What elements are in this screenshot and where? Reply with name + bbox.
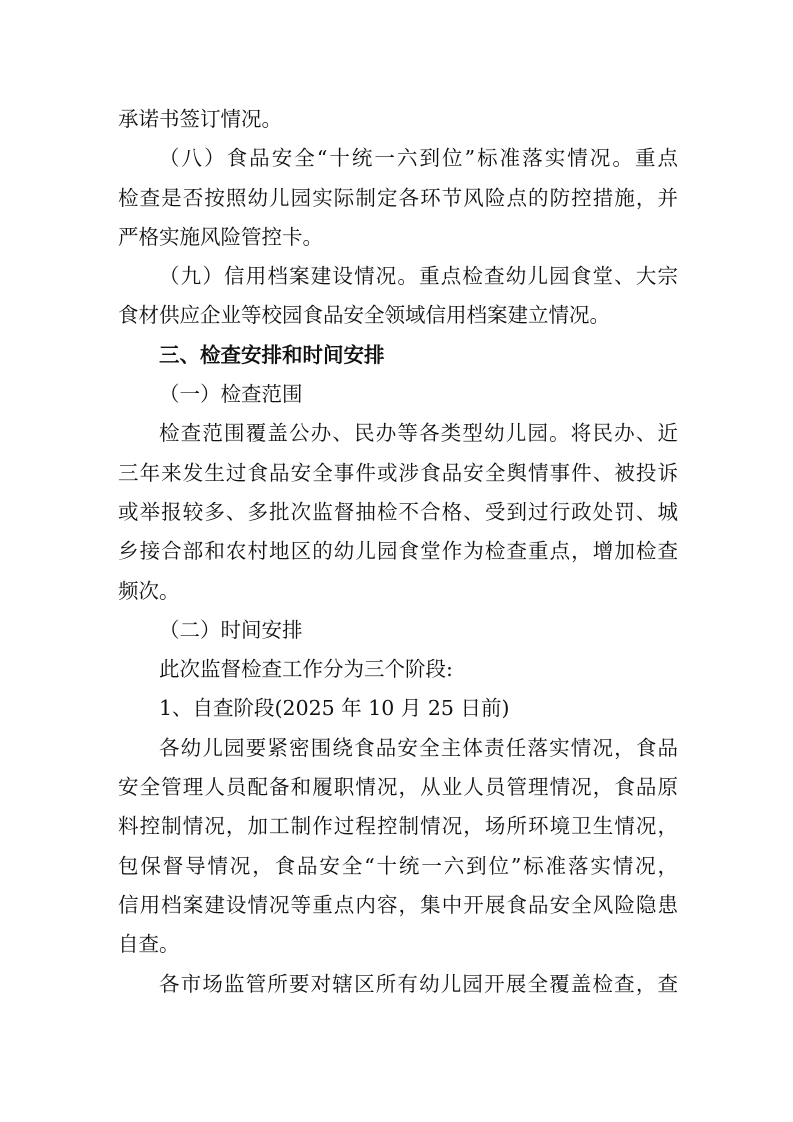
document-body xyxy=(118,100,678,1004)
paragraph-line: 此次监督检查工作分为三个阶段: xyxy=(159,657,453,682)
paragraph-line: 乡接合部和农村地区的幼儿园食堂作为检查重点，增加检查 xyxy=(118,539,678,564)
paragraph-line: 信用档案建设情况等重点内容，集中开展食品安全风险隐患 xyxy=(118,892,678,917)
paragraph-line: 承诺书签订情况。 xyxy=(118,107,282,131)
paragraph-line: 食材供应企业等校园食品安全领域信用档案建立情况。 xyxy=(118,303,610,328)
paragraph-line: 三年来发生过食品安全事件或涉食品安全舆情事件、被投诉 xyxy=(118,460,678,485)
section-heading: 三、检查安排和时间安排 xyxy=(159,342,385,367)
paragraph-line: 检查是否按照幼儿园实际制定各环节风险点的防控措施，并 xyxy=(118,185,678,210)
paragraph-line: 各幼儿园要紧密围绕食品安全主体责任落实情况，食品 xyxy=(159,735,678,760)
paragraph-line: 料控制情况，加工制作过程控制情况，场所环境卫生情况， xyxy=(118,814,678,839)
paragraph-line: 安全管理人员配备和履职情况，从业人员管理情况，食品原 xyxy=(118,775,678,800)
paragraph-line: 频次。 xyxy=(118,578,180,603)
subsection-heading: （二）时间安排 xyxy=(159,617,303,642)
paragraph-line: 检查范围覆盖公办、民办等各类型幼儿园。将民办、近 xyxy=(159,421,678,446)
phase-heading: 1、自查阶段(2025 年 10 月 25 日前) xyxy=(159,696,510,721)
paragraph-line: 自查。 xyxy=(118,932,180,957)
paragraph-line: （八）食品安全“十统一六到位”标准落实情况。重点 xyxy=(159,146,678,171)
paragraph-line: （九）信用档案建设情况。重点检查幼儿园食堂、大宗 xyxy=(159,264,678,289)
paragraph-line: 严格实施风险管控卡。 xyxy=(118,224,323,249)
paragraph-line: 各市场监管所要对辖区所有幼儿园开展全覆盖检查，查 xyxy=(159,971,678,996)
subsection-heading: （一）检查范围 xyxy=(159,382,303,407)
paragraph-line: 或举报较多、多批次监督抽检不合格、受到过行政处罚、城 xyxy=(118,499,678,524)
paragraph-line: 包保督导情况，食品安全“十统一六到位”标准落实情况， xyxy=(118,853,678,878)
